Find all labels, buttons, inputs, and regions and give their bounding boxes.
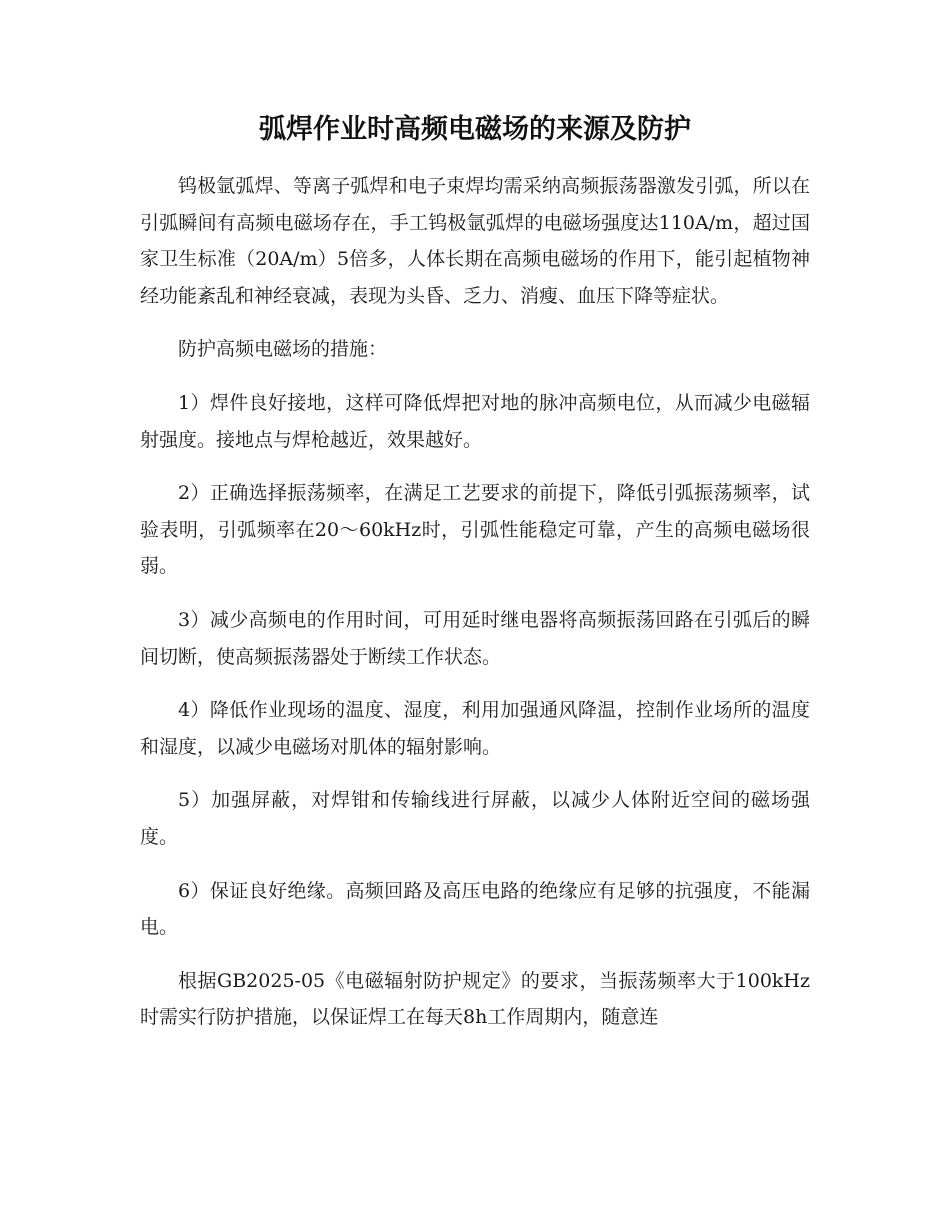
- paragraph-measure-6: 6）保证良好绝缘。高频回路及高压电路的绝缘应有足够的抗强度，不能漏电。: [140, 879, 810, 939]
- paragraph-measure-3: 3）减少高频电的作用时间，可用延时继电器将高频振荡回路在引弧后的瞬间切断，使高频振荡器处于断续工作状态。: [140, 608, 810, 668]
- paragraph-measure-5: 5）加强屏蔽，对焊钳和传输线进行屏蔽，以减少人体附近空间的磁场强度。: [140, 789, 810, 848]
- paragraph-measure-2: 2）正确选择振荡频率，在满足工艺要求的前提下，降低引弧振荡频率，试验表明，引弧频率在20～60kHz时，引弧性能稳定可靠，产生的高频电磁场很弱。: [140, 482, 810, 578]
- paragraph-measure-4: 4）降低作业现场的温度、湿度，利用加强通风降温，控制作业场所的温度和湿度，以减少电磁场对肌体的辐射影响。: [140, 699, 810, 758]
- paragraph-measures-heading: 防护高频电磁场的措施：: [178, 338, 388, 361]
- paragraph-measure-1: 1）焊件良好接地，这样可降低焊把对地的脉冲高频电位，从而减少电磁辐射强度。接地点与焊枪越近，效果越好。: [140, 391, 810, 451]
- paragraph-standard: 根据GB2025-05《电磁辐射防护规定》的要求，当振荡频率大于100kHz时需实行防护措施，以保证焊工在每天8h工作周期内，随意连: [140, 969, 810, 1029]
- document-title: 弧焊作业时高频电磁场的来源及防护: [259, 114, 691, 145]
- document-body: [140, 168, 810, 1053]
- paragraph-intro: 钨极氩弧焊、等离子弧焊和电子束焊均需采纳高频振荡器激发引弧，所以在引弧瞬间有高频电磁场存在，手工钨极氩弧焊的电磁场强度达110A/m，超过国家卫生标准（20A/m）5倍多，人体长期在高频电磁场的作用下，能引起植物神经功能紊乱和神经衰减，表现为头昏、乏力、消瘦、血压下降等症状。: [140, 175, 810, 307]
